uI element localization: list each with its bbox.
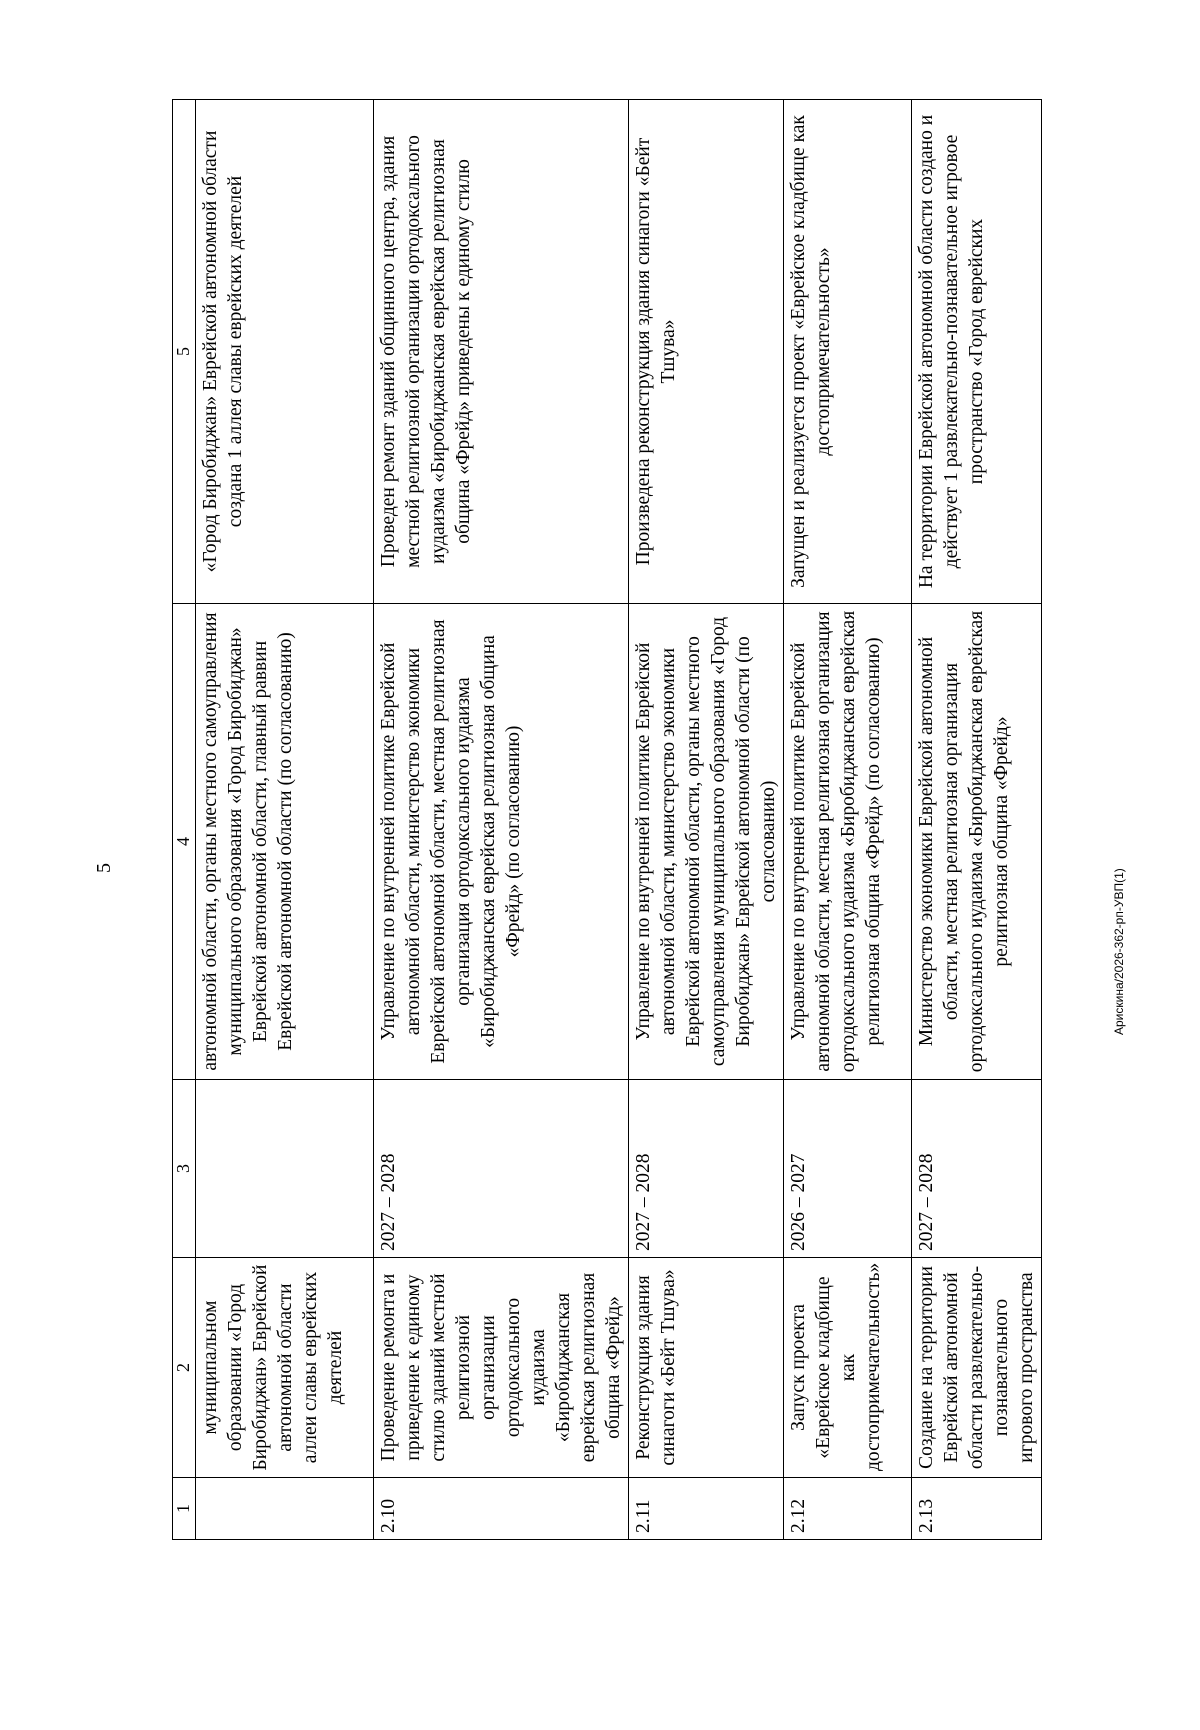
result-cell: Проведен ремонт зданий общинного центра, здания местной религиозной организации ортодоксального иудаизма «Биробиджанская еврейская религиозная община «Фрейд» приведены к единому стилю [374, 100, 629, 604]
event-cell: Проведение ремонта и приведение к единому стилю зданий местной религиозной организации ортодоксального иудаизма «Биробиджанская еврейская религиозная община «Фрейд» [374, 1258, 629, 1478]
period-cell [196, 1080, 374, 1258]
executors-cell: Министерство экономики Еврейской автономной области, местная религиозная организация ортодоксального иудаизма «Биробиджанская еврейская религиозная община «Фрейд» [912, 604, 1042, 1080]
rotated-table-container [172, 100, 1072, 1540]
page-number: 5 [93, 863, 115, 873]
event-cell: Создание на территории Еврейской автономной области развлекательно-познавательного игрового пространства [912, 1258, 1042, 1478]
row-number: 2.12 [784, 1478, 912, 1540]
period-cell: 2027 – 2028 [629, 1080, 784, 1258]
header-cell: 2 [173, 1258, 196, 1478]
period-cell: 2027 – 2028 [912, 1080, 1042, 1258]
event-cell: муниципальном образовании «Город Биробиджан» Еврейской автономной области аллеи славы еврейских деятелей [196, 1258, 374, 1478]
result-cell: Запущен и реализуется проект «Еврейское кладбище как достопримечательность» [784, 100, 912, 604]
result-cell: На территории Еврейской автономной области создано и действует 1 развлекательно-познавательное игровое пространство «Город еврейских [912, 100, 1042, 604]
measures-table [172, 99, 1042, 1540]
row-number: 2.13 [912, 1478, 1042, 1540]
row-number [196, 1478, 374, 1540]
executors-cell: Управление по внутренней политике Еврейской автономной области, местная религиозная организация ортодоксального иудаизма «Биробиджанская еврейская религиозная община «Фрейд» (по согласованию) [784, 604, 912, 1080]
table-row [912, 100, 1042, 1540]
header-cell: 4 [173, 604, 196, 1080]
row-number: 2.11 [629, 1478, 784, 1540]
table-row [196, 100, 374, 1540]
table-row [629, 100, 784, 1540]
period-cell: 2026 – 2027 [784, 1080, 912, 1258]
footer-text: Арискина/2026-362-рп-УВП(1) [1112, 868, 1126, 1035]
event-cell: Запуск проекта «Еврейское кладбище как достопримечательность» [784, 1258, 912, 1478]
header-row [173, 100, 196, 1540]
header-cell: 1 [173, 1478, 196, 1540]
table-row [374, 100, 629, 1540]
period-cell: 2027 – 2028 [374, 1080, 629, 1258]
result-cell: «Город Биробиджан» Еврейской автономной области создана 1 аллея славы еврейских деятелей [196, 100, 374, 604]
executors-cell: Управление по внутренней политике Еврейской автономной области, министерство экономики Еврейской автономной области, органы местного самоуправления муниципального образования «Город Биробиджан» Еврейской автономной области (по согласованию) [629, 604, 784, 1080]
executors-cell: Управление по внутренней политике Еврейской автономной области, министерство экономики Еврейской автономной области, местная религиозная организация ортодоксального иудаизма «Биробиджанская еврейская религиозная община «Фрейд» (по согласованию) [374, 604, 629, 1080]
result-cell: Произведена реконструкция здания синагоги «Бейт Тшува» [629, 100, 784, 604]
executors-cell: автономной области, органы местного самоуправления муниципального образования «Город Биробиджан» Еврейской автономной области, главный раввин Еврейской автономной области (по согласованию) [196, 604, 374, 1080]
table-row [784, 100, 912, 1540]
event-cell: Реконструкция здания синагоги «Бейт Тшува» [629, 1258, 784, 1478]
header-cell: 5 [173, 100, 196, 604]
header-cell: 3 [173, 1080, 196, 1258]
row-number: 2.10 [374, 1478, 629, 1540]
